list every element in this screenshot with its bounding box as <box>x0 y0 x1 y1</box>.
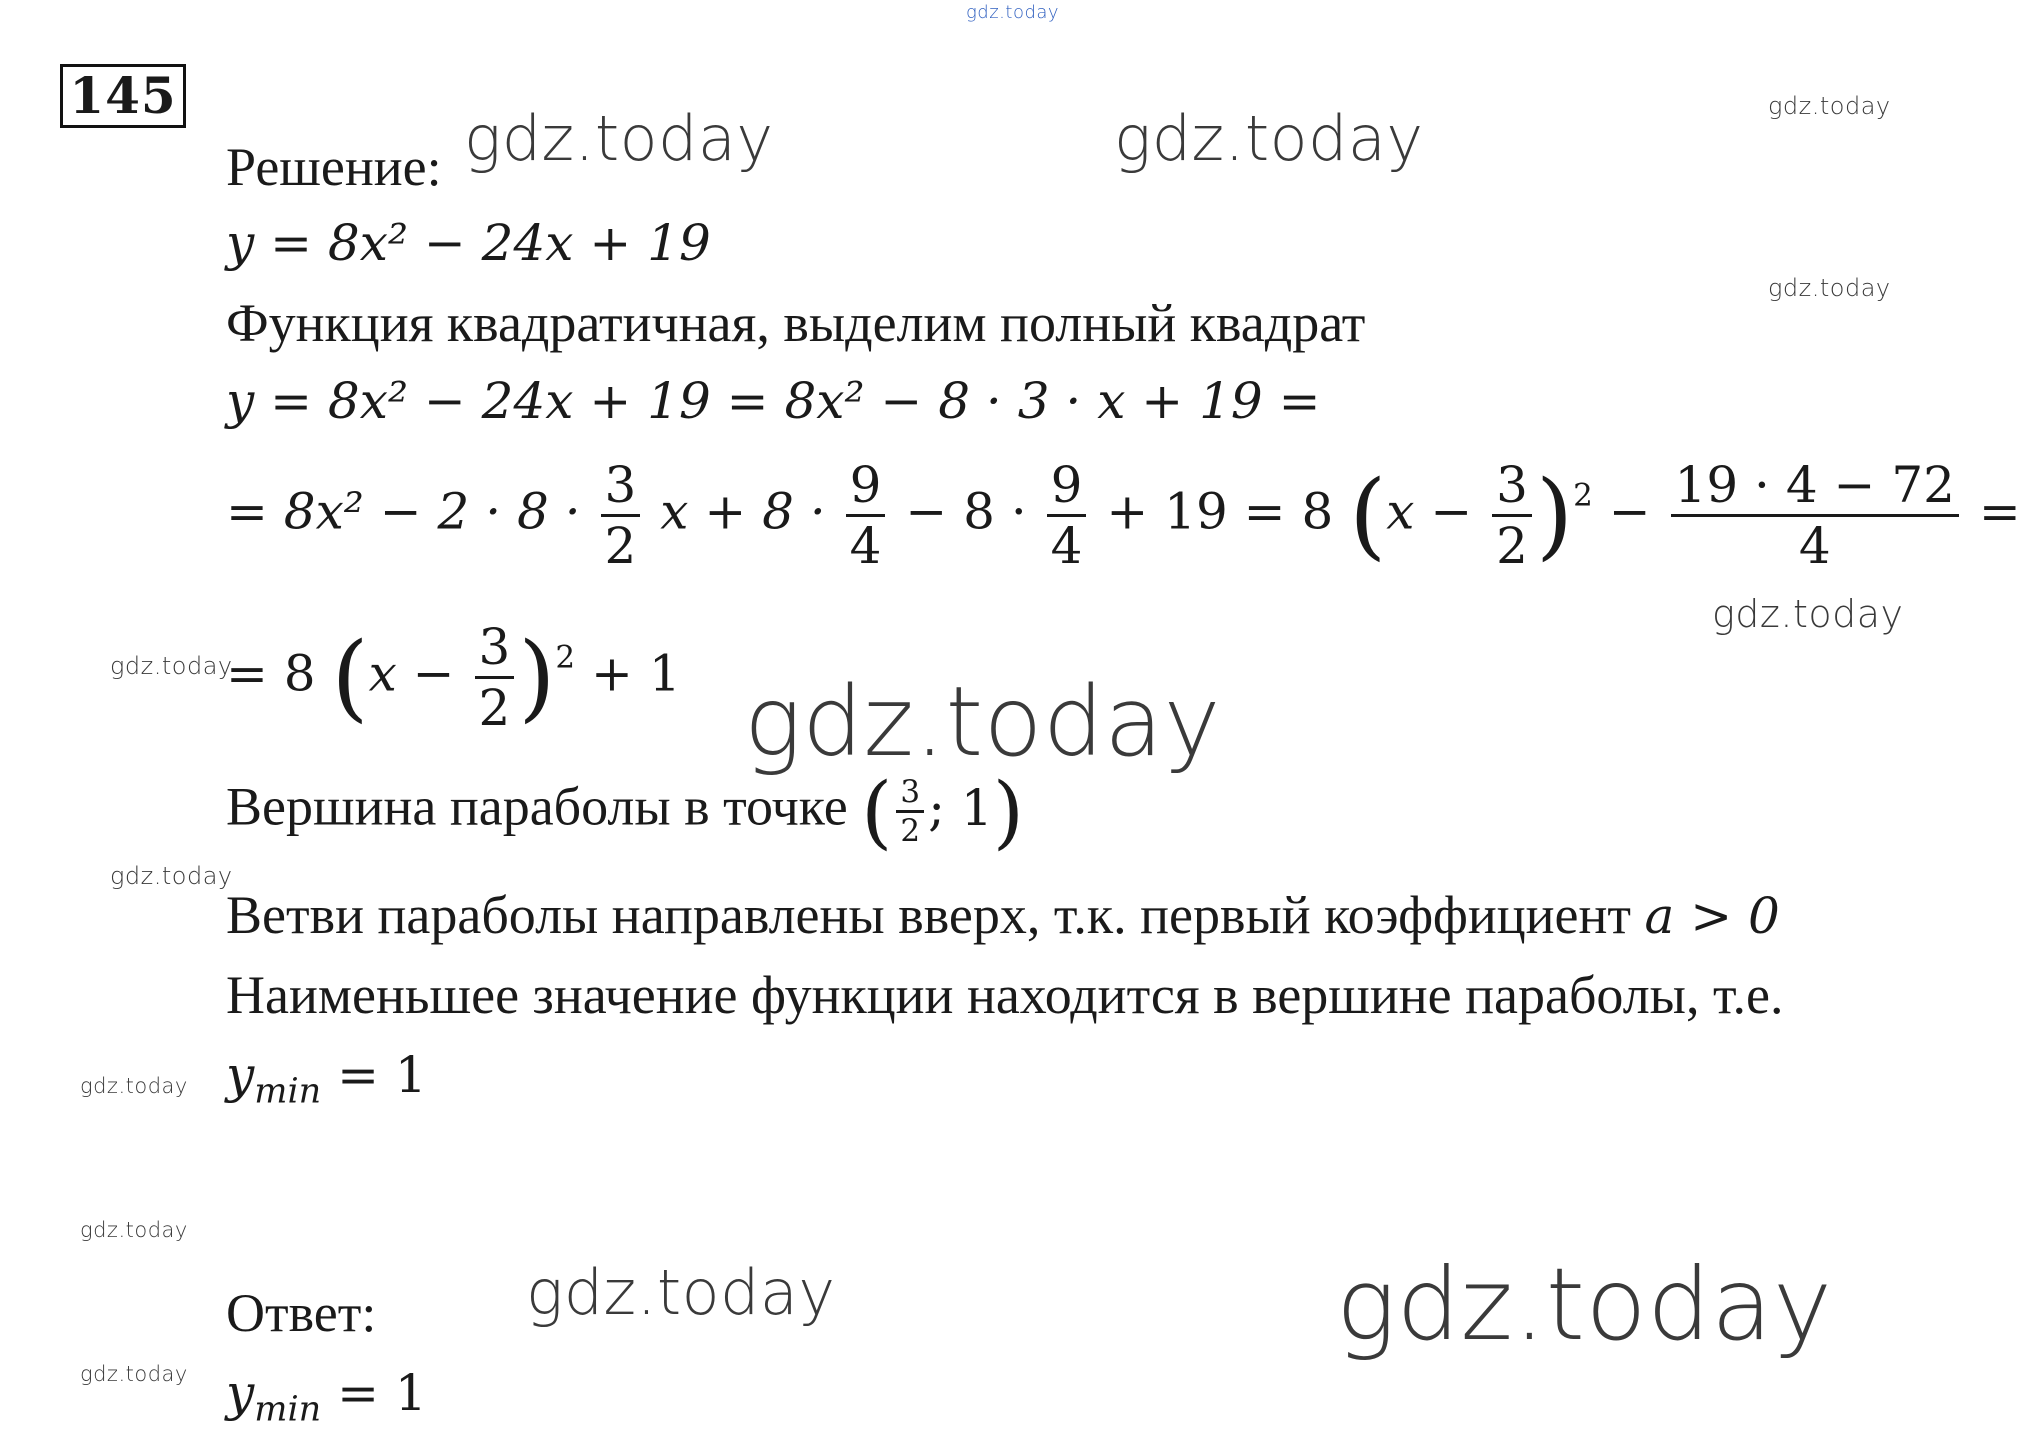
watermark-8: gdz.today <box>110 862 233 890</box>
frac-num: 9 <box>1047 456 1087 517</box>
watermark-2: gdz.today <box>1114 102 1424 175</box>
ymin-result <box>226 1046 427 1112</box>
frac-den: 4 <box>1050 517 1083 575</box>
frac-den: 2 <box>900 813 921 849</box>
frac-num: 9 <box>846 456 886 517</box>
watermark-11: gdz.today <box>526 1256 836 1329</box>
watermark-3: gdz.today <box>1768 92 1891 120</box>
frac-den: 4 <box>1798 517 1831 575</box>
frac-num: 3 <box>475 618 515 679</box>
eq3-mid3: + 19 = 8 <box>1106 482 1334 541</box>
fraction-vertex <box>896 774 924 849</box>
solution-label: Решение: <box>226 137 442 197</box>
x-minus: x − <box>1386 482 1473 541</box>
square-exponent: 2 <box>555 639 576 676</box>
left-paren: ( <box>1349 460 1387 571</box>
right-paren: ) <box>992 764 1024 858</box>
x-minus: x − <box>368 644 455 703</box>
vertex-text: Вершина параболы в точке <box>226 776 848 837</box>
branches-line <box>226 884 1780 946</box>
minus-sign: − <box>1608 482 1651 541</box>
equation-3 <box>226 456 2021 575</box>
eq3-mid2: − 8 · <box>905 482 1027 541</box>
right-paren: ) <box>518 622 556 733</box>
eq3-end: = <box>1978 482 2021 541</box>
answer-ymin <box>226 1364 427 1430</box>
watermark-10: gdz.today <box>80 1218 188 1242</box>
fraction-9-4-a <box>846 456 886 575</box>
frac-den: 2 <box>604 517 637 575</box>
fraction-3-2-c <box>475 618 515 737</box>
problem-number: 145 <box>60 64 186 128</box>
watermark-4: gdz.today <box>1768 274 1891 302</box>
frac-den: 2 <box>478 679 511 737</box>
equation-4 <box>226 618 681 737</box>
vertex-tail: ; 1 <box>928 778 993 837</box>
frac-num: 3 <box>1492 456 1532 517</box>
branches-text: Ветви параболы направлены вверх, т.к. первый коэффициент <box>226 885 1632 945</box>
eq3-start: = 8x² − 2 · 8 · <box>226 482 581 541</box>
watermark-top: gdz.today <box>966 2 1060 23</box>
frac-den: 2 <box>1496 517 1528 575</box>
frac-num: 19 · 4 − 72 <box>1671 456 1959 517</box>
min-text: Наименьшее значение функции находится в вершине параболы, т.е. <box>226 965 1784 1025</box>
watermark-5: gdz.today <box>1712 592 1904 636</box>
frac-num: 3 <box>896 774 924 813</box>
square-exponent: 2 <box>1573 477 1593 514</box>
watermark-6: gdz.today <box>110 652 233 680</box>
watermark-1: gdz.today <box>464 102 774 175</box>
equation-1 <box>226 214 711 272</box>
eq3-mid1: x + 8 · <box>660 482 826 541</box>
function-text: Функция квадратичная, выделим полный квадрат <box>226 293 1366 353</box>
watermark-9: gdz.today <box>80 1074 188 1098</box>
fraction-9-4-b <box>1047 456 1087 575</box>
fraction-3-2-b <box>1492 456 1532 575</box>
fraction-3-2-a <box>601 456 641 575</box>
ymin-sub: min <box>254 1071 322 1112</box>
frac-den: 4 <box>849 517 882 575</box>
left-paren: ( <box>861 764 893 858</box>
equation-1-text: y = 8x² − 24x + 19 <box>226 214 711 272</box>
frac-num: 3 <box>601 456 641 517</box>
watermark-13: gdz.today <box>80 1362 188 1386</box>
left-paren: ( <box>331 622 369 733</box>
answer-label: Ответ: <box>226 1283 377 1343</box>
ymin-var: y <box>226 1364 255 1422</box>
watermark-12: gdz.today <box>1336 1246 1833 1363</box>
fraction-big <box>1671 456 1959 575</box>
ymin-var: y <box>226 1046 255 1104</box>
ymin-value: = 1 <box>337 1046 427 1104</box>
eq4-start: = 8 <box>226 644 316 703</box>
equation-2 <box>226 372 1320 430</box>
ymin-value: = 1 <box>337 1364 427 1422</box>
right-paren: ) <box>1535 460 1574 571</box>
equation-2-text: y = 8x² − 24x + 19 = 8x² − 8 · 3 · x + 19 = <box>226 372 1321 430</box>
watermark-7: gdz.today <box>744 666 1221 778</box>
a-condition: a > 0 <box>1644 887 1780 945</box>
vertex-point <box>861 764 1024 858</box>
eq4-end: + 1 <box>591 644 681 703</box>
vertex-line <box>226 764 1024 858</box>
ymin-sub: min <box>254 1389 322 1430</box>
